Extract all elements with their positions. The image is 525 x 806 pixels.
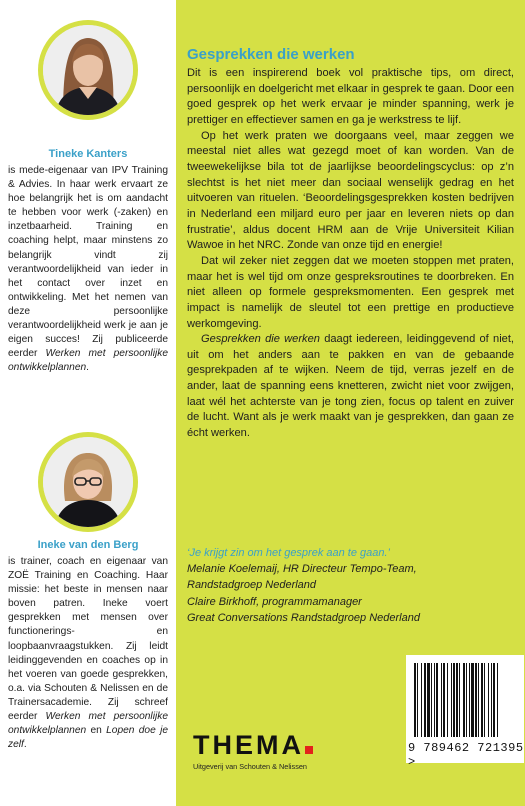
author1-name: Tineke Kanters xyxy=(48,148,128,160)
barcode-bar xyxy=(451,663,452,737)
barcode-bar xyxy=(466,663,467,737)
barcode-bar xyxy=(456,663,458,737)
barcode-bar xyxy=(463,663,465,737)
barcode-bar xyxy=(469,663,470,737)
endorsement xyxy=(187,545,514,626)
author2-book-title-1: Werken met persoonlijke ontwikkelplannen xyxy=(8,711,168,737)
barcode-bar xyxy=(436,663,438,737)
author1-bio-end: . xyxy=(86,362,90,374)
barcode-bar xyxy=(459,663,460,737)
barcode-bar xyxy=(441,663,442,737)
barcode-bar xyxy=(447,663,448,737)
barcode-bar xyxy=(434,663,435,737)
barcode-bar xyxy=(478,663,479,737)
barcode-icon xyxy=(406,655,524,739)
book-title: Gesprekken die werken xyxy=(187,46,355,63)
endorsement-line-3: Claire Birkhoff, programmamanager xyxy=(187,595,362,608)
barcode-bar xyxy=(475,663,477,737)
author2-bio xyxy=(8,555,168,752)
author2-book-title-2: Lopen doe je zelf xyxy=(8,725,168,751)
barcode-bar xyxy=(453,663,455,737)
author1-bio xyxy=(8,164,168,375)
blurb-book-title: Gesprekken die werken xyxy=(201,333,320,346)
barcode-bar xyxy=(471,663,474,737)
author1-book-title: Werken met persoonlijke ontwikkelplannen xyxy=(8,348,168,374)
blurb xyxy=(187,66,514,442)
publisher-logo xyxy=(193,732,313,771)
barcode-bar xyxy=(427,663,430,737)
blurb-paragraph-3: Dat wil zeker niet zeggen dat we moeten stoppen met praten, maar het is wel tijd om onze gespreksroutines te doorbreken. En niet alleen op formele gespreksmomenten. Een gesprek met impact is namelijk de sleutel tot een prettige en productieve werkomgeving. xyxy=(187,254,514,330)
barcode-bar xyxy=(497,663,498,737)
author2-bio-end: . xyxy=(23,739,27,751)
endorsement-line-2: Randstadgroep Nederland xyxy=(187,579,317,592)
barcode-bar xyxy=(431,663,432,737)
author2-name: Ineke van den Berg xyxy=(37,539,139,551)
barcode-bar xyxy=(424,663,426,737)
barcode-bar xyxy=(493,663,495,737)
barcode-bar xyxy=(491,663,492,737)
endorsement-quote: ‘Je krijgt zin om het gesprek aan te gaan.’ xyxy=(187,547,391,559)
blurb-paragraph-4 xyxy=(187,332,514,442)
isbn-number: 9 789462 721395 > xyxy=(408,741,524,769)
barcode-bar xyxy=(443,663,445,737)
barcode-bar xyxy=(481,663,483,737)
barcode-bar xyxy=(484,663,485,737)
blurb-paragraph-4-text: daagt iedereen, leidinggevend of niet, uit om het anders aan te pakken en van de gebaande gesprekpaden af te wijken. Neem de tijd, verras jezelf en de ander, laat de spanning eens knetteren, zwicht niet voor zwijgen, laat wél het achterste van je tong zien, focus op talent en zuiver de lucht. Want als je werk maakt van je gesprekken, dan gaan ze écht werken. xyxy=(187,333,514,440)
blurb-paragraph-1: Dit is een inspirerend boek vol praktische tips, om direct, persoonlijk en doelgericht met elkaar in gesprek te gaan. Door een goed gesprek op het werk ervaar je minder spanning, werk je prettiger en effectiever samen en ga je werkstress te lijf. xyxy=(187,67,514,126)
logo-red-square-icon xyxy=(305,746,313,754)
publisher-logo-word: THEMA xyxy=(193,730,304,760)
barcode-bar xyxy=(488,663,489,737)
publisher-tagline: Uitgeverij van Schouten & Nelissen xyxy=(193,762,307,771)
author1-bio-text: is mede-eigenaar van IPV Training & Advies. In haar werk ervaart ze hoe belangrijk het is om aandacht te hebben voor werk (-zaken) en inzetbaarheid. Training en coaching helpt, maar minstens zo belangrijk vindt zij verantwoordelijkheid van ieder in het contact over inzet en ontwikkeling. Met het nemen van deze persoonlijke verantwoordelijkheid werk je aan je eigen succes! Zij publiceerde eerder xyxy=(8,165,168,360)
author1-photo xyxy=(38,20,138,120)
author2-bio-and: en xyxy=(90,725,102,737)
author2-bio-text: is trainer, coach en eigenaar van ZOË Training en Coaching. Haar missie: het beste in mensen naar boven patren. Ineke voert gesprekken met mensen over functionerings- en loopbaanvraagstukken. Zij leidt leidinggevenden en coaches op in het voeren van goede gesprekken, o.a. via Schouten & Nelissen en de Trainersacademie. Zij schreef eerder xyxy=(8,556,168,723)
barcode-bar xyxy=(417,663,418,737)
endorsement-line-1: Melanie Koelemaij, HR Directeur Tempo-Team, xyxy=(187,563,417,576)
barcode-bar xyxy=(421,663,422,737)
author2-photo xyxy=(38,432,138,532)
blurb-paragraph-2: Op het werk praten we doorgaans veel, maar zeggen we meestal niet alles wat gezegd moet of kan worden. Van de tweewekelijkse bila tot de jaarlijkse beoordelingscyclus: op z’n slechtst is het niet meer dan sociaal wenselijk gedrag en het uitvoeren van rituelen. ‘Beoordelingsgesprekken kosten bedrijven in Nederland een miljard euro per jaar en leveren niets op dan frustratie’, aldus docent HRM aan de Vrije Universiteit Kilian Wawoe in het NRC. Zonde van onze tijd en energie! xyxy=(187,129,514,252)
author-sidebar xyxy=(0,0,176,806)
barcode-bar xyxy=(414,663,416,737)
endorsement-line-4: Great Conversations Randstadgroep Nederland xyxy=(187,611,420,624)
